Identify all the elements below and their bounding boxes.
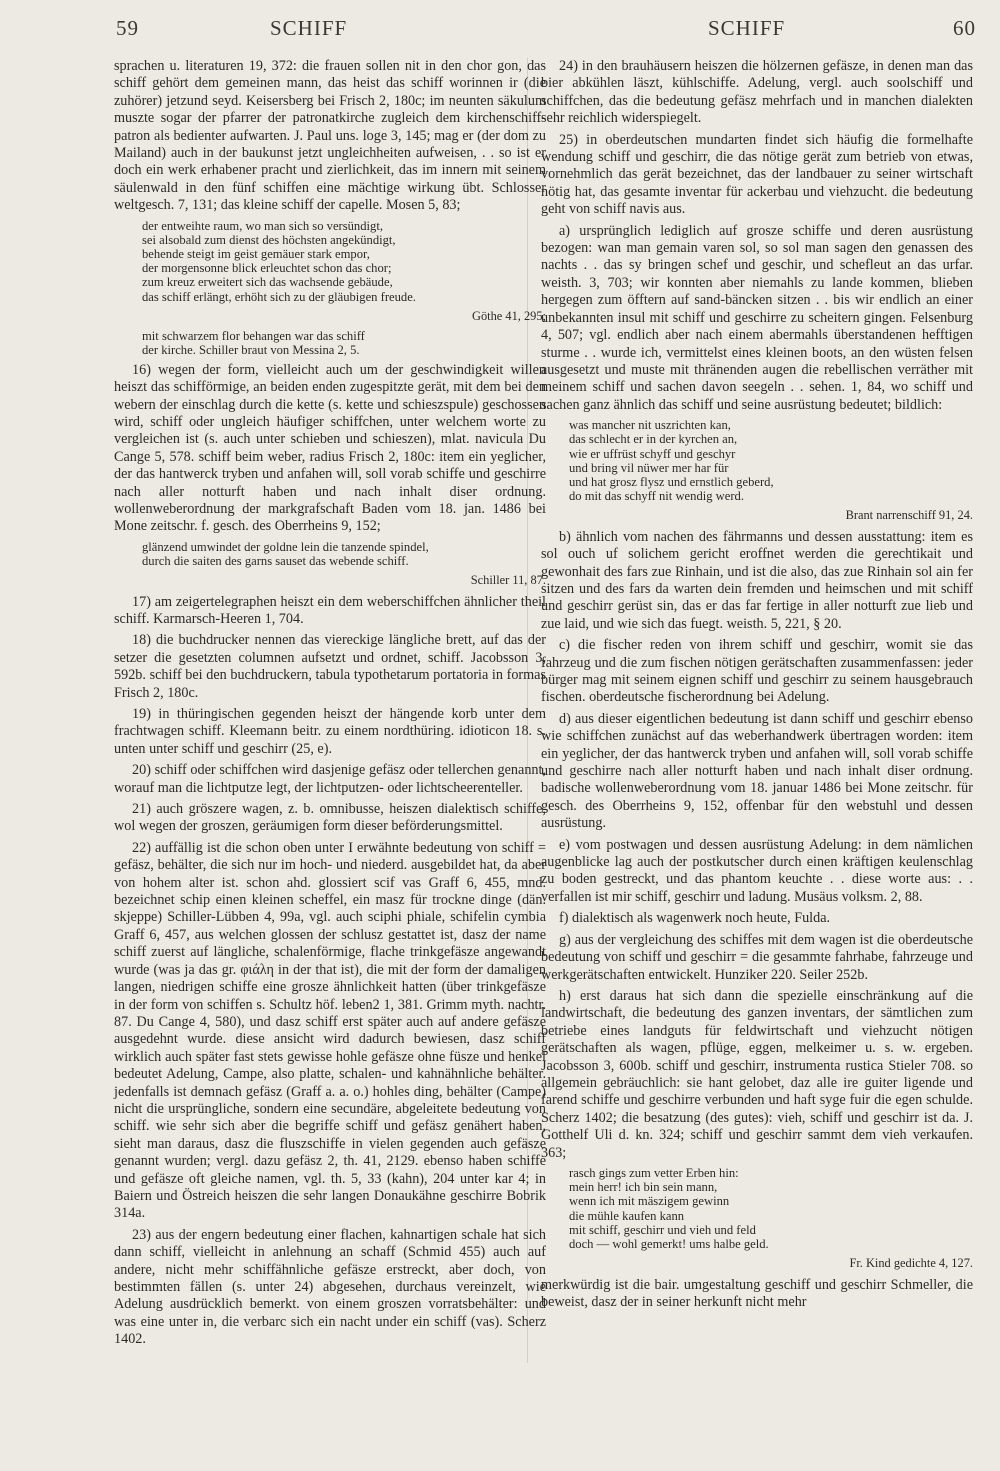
subsense-f: f) dialektisch als wagenwerk noch heute, Fulda. — [559, 910, 831, 927]
verse-line: behende steigt im geist gemäuer stark empor, — [142, 247, 370, 262]
page-number-right: 60 — [953, 16, 976, 40]
verse-line: mein herr! ich bin sein mann, — [569, 1180, 718, 1195]
header-title-right: SCHIFF — [708, 16, 786, 40]
verse-line: und hat grosz flysz und ernstlich geberd, — [569, 474, 774, 489]
right-column — [541, 58, 973, 1315]
verse-line: glänzend umwindet der goldne lein die tanzende spindel, — [142, 539, 429, 554]
verse-line: wenn ich mit mäszigem gewinn — [569, 1194, 730, 1209]
subsense-e: e) vom postwagen und dessen ausrüstung Adelung: in dem nämlichen augenblicke lag auch der postkutscher durch einen kräftigen keulenschlag zu boden gestreckt, und das phantom keuchte . . diese worte aus: . . verfallen ist mir schiff, geschirr und ladung. Musäus volksm. 2, 88. — [541, 836, 973, 905]
verse-line: der entweihte raum, wo man sich so versündigt, — [142, 218, 383, 233]
subsense-a: a) ursprünglich lediglich auf grosze schiffe und deren ausrüstung bezogen: wan man gemain varen sol, so sol man sagen den genassen des nachts . . das sy bringen schef und geschir, und schefleut an das urfar. weisth. 3, 703; wir konnten aber niemahls zu lande kommen, blieben hergegen zum öfftern auf sand-bäncken sitzen . . bis wir endlich an einer unbekannten insul mit schiff und geschirre zu scheitern gingen. Felsenburg 4, 507; vgl. endlich aber nach einem abermahls überstandenen hefftigen sturme . . wurde ich, vermittelst eines kleinen boots, an den wüsten felsen ausgesetzt und muste mit thränenden augen die rebellischen verräther mit meinem schiff und sachen davon seegeln . . sehen. 1, 84, wo schiff und sachen ganz ähnlich das schiff und seine ausrüstung bedeutet; bildlich: — [541, 222, 973, 413]
verse-line: das schlecht er in der kyrchen an, — [569, 432, 738, 447]
verse-block — [142, 540, 546, 568]
verse-line: die mühle kaufen kann — [569, 1208, 685, 1223]
sense-20: 20) schiff oder schiffchen wird dasjenige gefäsz oder tellerchen genannt, worauf man die lichtputze legt, der lichtputzen- oder lichtscheerenteller. — [114, 762, 546, 796]
verse-line: do mit das schyff nit wendig werd. — [569, 489, 745, 504]
subsense-g: g) aus der vergleichung des schiffes mit dem wagen ist die oberdeutsche bedeutung von schiff und geschirr = die gesammte fahrhabe, fahrzeuge und werkgerätschaften entwickelt. Hunziker 220. Seiler 252b. — [541, 931, 973, 983]
verse-citation: Schiller 11, 87. — [470, 573, 546, 588]
verse-line: mit schwarzem flor behangen war das schiff — [142, 329, 365, 344]
verse-line: zum kreuz erweitert sich das wachsende gebäude, — [142, 275, 393, 290]
subsense-b: b) ähnlich vom nachen des fährmanns und dessen ausstattung: item es sol ouch uf solichem gericht eroffnet werden die gerechtikait und gewonhait des fars zue Rinhain, und ist die also, das zue Rinhain sol ain fer sitzen und des fars da warten dein fremden und heimschen und mit schiff und geschirr gerüst sin, das er das far fertige in aller notturft zue lieb und zue laid, und wie sich das fuegt. weisth. 5, 221, § 20. — [541, 528, 973, 632]
sense-17: 17) am zeigertelegraphen heiszt ein dem weberschiffchen ähnlicher theil schiff. Karmarsch-Heeren 1, 704. — [114, 593, 546, 627]
sense-19: 19) in thüringischen gegenden heiszt der hängende korb unter dem frachtwagen schiff. Kleemann beitr. zu einem nordthüring. idioticon 18. s. unten unter schiff und geschirr (25, e). — [114, 706, 546, 757]
verse-block — [142, 219, 546, 304]
subsense-d: d) aus dieser eigentlichen bedeutung ist dann schiff und geschirr ebenso wie schiffchen zunächst auf das weberhandwerk übertragen worden: item ein yeglicher, der das hantwerck tryben und anfahen will, soll vorab schiffe und geschirre nach aller notturft haben und nach inhalt diser ordnung. badische wollenweberordnung vom 18. januar 1486 bei Mone zeitschr. für gesch. des Oberrheins 9, 152, offenbar für den webstuhl und dessen ausrüstung. — [541, 710, 973, 832]
sense-25: 25) in oberdeutschen mundarten findet sich häufig die formelhafte wendung schiff und geschirr, die das nötige gerät zum betrieb von etwas, vornehmlich das gerät bezeichnet, das der landbauer zu seiner wirtschaft nötig hat, das gesamte inventar für ackerbau und viehzucht. die bedeutung geht von schiff navis aus. — [541, 131, 973, 218]
sense-18: 18) die buchdrucker nennen das viereckige längliche brett, auf das der setzer die gesetzten columnen aufsetzt und ordnet, schiff. Jacobsson 3, 592b. schiff bei den buchdruckern, tabula typothetarum portatoria in formas Frisch 2, 180c. — [114, 632, 546, 701]
sense-24: 24) in den brauhäusern heiszen die hölzernen gefäsze, in denen man das bier abkühlen läszt, kühlschiffe. Adelung, vergl. auch soolschiff und schiffchen, das die bedeutung gefäsz mehrfach und in manchen dialekten sehr reichlich widerspiegelt. — [541, 58, 973, 127]
verse-line: sei alsobald zum dienst des höchsten angekündigt, — [142, 232, 396, 247]
verse-line: was mancher nit uszrichten kan, — [569, 418, 731, 433]
sense-22: 22) auffällig ist die schon oben unter I erwähnte bedeutung von schiff = gefäsz, behälter, die sich nur im hoch- und niederd. ausgebildet hat, da aber von hohem alter ist. schon ahd. glossiert scif vas Graff 6, 455, mnd. bezeichnet schip einen kleinen scheffel, ein masz für trockne dinge (dän. skjeppe) Schiller-Lübben 4, 99a, vgl. auch sciphi phiale, schifelin cymbia Graff 6, 457, aus welchen glossen der schlusz gestattet ist, dasz der name schiff zuerst auf längliche, schalenförmige, flache trinkgefäsze angewandt wurde (was ja das gr. φιάλη in der that ist), die mit der form der damaligen langen, niedrigen schiffe eine grosze ähnlichkeit hatten (über trinkgefäsze in der form von schiffen s. Schultz höf. leben2 1, 381. Grimm myth. nachtr. 87. Du Cange 4, 580), und dasz schiff erst später auch auf andere gefäsze ausgedehnt wurde. diese ansicht wird dadurch bewiesen, dasz schiff wirklich auch später fast stets gewisse hohle gefäsze ohne füsze und henkel bedeutet Adelung, Campe, also platte, schalen- und kahnähnliche behälter. jedenfalls ist demnach gefäsz (Graff a. a. o.) hohles ding, behälter (Campe) nicht die ursprüngliche, sondern eine secundäre, abgeleitete bedeutung von schiff. wie sehr sich aber die begriffe schiff und gefäsz genähert haben, sieht man daraus, dasz die fluszschiffe in vielen gegenden auch gefäsze genannt wurden; vergl. dazu gefäsz 2, th. 41, 2129. ebenso haben schiffe und gefäsze oft gleiche namen, vgl. th. 5, 33 (kahn), 204 unter kar 4; in Baiern und Östreich heiszen die sehr langen Donaukähne geschirre Bobrik 314a. — [114, 839, 546, 1222]
verse-citation: Fr. Kind gedichte 4, 127. — [849, 1256, 973, 1271]
paragraph-continues: merkwürdig ist die bair. umgestaltung geschiff und geschirr Schmeller, die beweist, dasz der in seiner herkunft nicht mehr — [541, 1276, 973, 1310]
verse-line: doch — wohl gemerkt! ums halbe geld. — [569, 1236, 769, 1251]
verse-line: mit schiff, geschirr und vieh und feld — [569, 1222, 756, 1237]
verse-block — [569, 418, 973, 503]
sense-16: 16) wegen der form, vielleicht auch um der geschwindigkeit willen heiszt das schifförmige, an beiden enden zugespitzte gerät, mit dem bei den webern der einschlag durch die kette (s. kette und schieszspule) geschossen wird, schiff oder ungleich häufiger schiffchen, unter welchem worte zu vergleichen ist (s. auch unter schieben und schieszen), mlat. navicula Du Cange 5, 578. schiff beim weber, radius Frisch 2, 180c: item ein yeglicher, der das hantwerck tryben und anfahen will, soll vorab schiffe und geschirre nach aller notturft haben und nach inhalt diser ordnung. wollenweberordnung der markgrafschaft Baden vom 18. jan. 1486 bei Mone zeitschr. f. gesch. des Oberrheins 9, 152; — [114, 361, 546, 535]
header-title-left: SCHIFF — [270, 16, 348, 40]
verse-line: der kirche. Schiller braut von Messina 2, 5. — [142, 343, 360, 358]
subsense-c: c) die fischer reden von ihrem schiff und geschirr, womit sie das fahrzeug und die zum fischen nötigen gerätschaften zusammenfassen: jeder bürger mag mit seinem eignen schiff und geschirr zu seinem hausgebrauch fischen. oberdeutsche fischerordnung bei Adelung. — [541, 637, 973, 706]
verse-line: das schiff erlängt, erhöht sich zu der gläubigen freude. — [142, 289, 416, 304]
paragraph-continuation: sprachen u. literaturen 19, 372: die frauen sollen nit in den chor gon, das schiff gehört dem gemeinen mann, das heist das schiff worinnen ir (die zuhörer) jetzund seyd. Keisersberg bei Frisch 2, 180c; im neunten säkulum muszte sogar der pfarrer der patronatkirche zugleich dem kirchenschiff-patron als bedienter aufwarten. J. Paul uns. loge 3, 145; mag er (der dom zu Mailand) auch in der baukunst jetzt ungleichheiten aufweisen, . . so ist er doch ein werk erhabener pracht und zierlichkeit, das im innern mit seinem säulenwald in den fünf schiffen eine mächtige wirkung übt. Schlosser weltgesch. 7, 131; das kleine schiff der capelle. Mosen 5, 83; — [114, 58, 546, 214]
verse-block — [569, 1166, 973, 1251]
verse-line: und bring vil nüwer mer har für — [569, 460, 729, 475]
sense-23: 23) aus der engern bedeutung einer flachen, kahnartigen schale hat sich dann schiff, vielleicht in anlehnung an schaff (Schmid 455) auch auf andere, nicht mehr schiffähnliche gefäsze erstreckt, aber doch, von bestimmten fällen (s. unter 24) abgesehen, durchaus vereinzelt, wie Adelung ausdrücklich bemerkt. von einem groszen vorratsbehälter: und was eine unter in, die verbarc sich ein nacht under ein schiff (vas). Scherz 1402. — [114, 1226, 546, 1348]
running-header — [0, 16, 1000, 56]
sense-21: 21) auch gröszere wagen, z. b. omnibusse, heiszen dialektisch schiffe, wol wegen der groszen, geräumigen form dieser beförderungsmittel. — [114, 801, 546, 835]
verse-line: rasch gings zum vetter Erben hin: — [569, 1165, 739, 1180]
verse-line: wie er uffrüst schyff und geschyr — [569, 446, 736, 461]
verse-line: durch die saiten des garns sauset das webende schiff. — [142, 553, 409, 568]
page-number-left: 59 — [116, 16, 139, 40]
verse-citation: Brant narrenschiff 91, 24. — [845, 508, 973, 523]
verse-citation: Göthe 41, 295; — [472, 308, 546, 323]
verse-block — [142, 329, 546, 357]
subsense-h: h) erst daraus hat sich dann die spezielle einschränkung auf die landwirtschaft, die bedeutung des ganzen inventars, der sämtlichen zum betriebe eines landguts für feldwirtschaft und viehzucht nötigen gerätschaften als wagen, pflüge, eggen, melkeimer u. s. w. ergeben. Jacobsson 3, 600b. schiff und geschirr, instrumenta rustica Stieler 708. so allgemein gebräuchlich: sie hant gelobet, daz alle ire guiter ligende und farend schiffe und geschirre verbunden und haft syge fuir die egen schulde. Scherz 1402; die besatzung (des gutes): vieh, schiff und geschirr ist da. J. Gotthelf Uli d. kn. 324; schiff und geschirr sammt dem vieh verkaufen. 363; — [541, 987, 973, 1161]
verse-line: der morgensonne blick erleuchtet schon das chor; — [142, 261, 392, 276]
left-column — [114, 58, 546, 1353]
